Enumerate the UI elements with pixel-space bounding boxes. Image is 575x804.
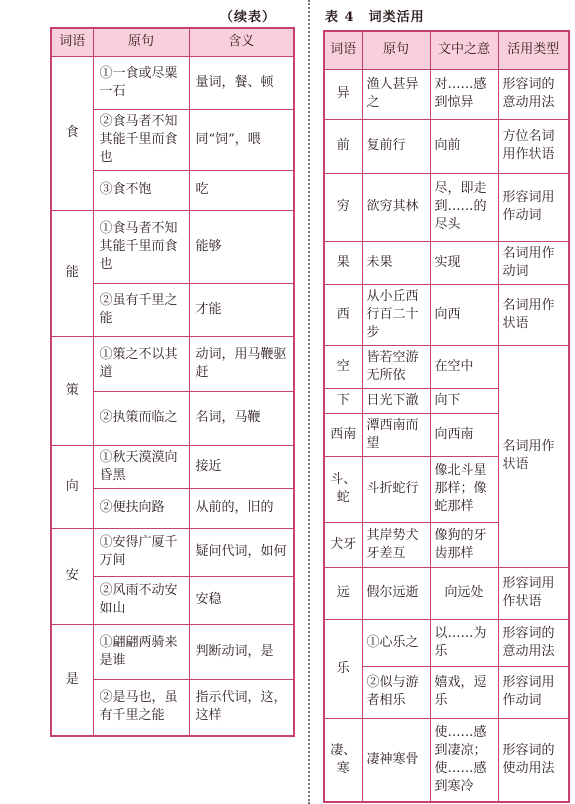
- meaning-cell: 使……感到凄凉；使……感到寒冷: [430, 718, 498, 802]
- sentence-cell: ②是马也，虽有千里之能: [93, 679, 189, 736]
- meaning-cell: 吃: [189, 170, 294, 210]
- sentence-cell: 渔人甚异之: [362, 69, 430, 119]
- meaning-cell: 向前: [430, 119, 498, 173]
- sentence-cell: ①翩翩两骑来是谁: [93, 624, 189, 679]
- usage-type-cell: 形容词的使动用法: [498, 718, 569, 802]
- word-cell: 是: [51, 624, 93, 736]
- meaning-cell: 嬉戏，逗乐: [430, 666, 498, 718]
- usage-type-cell: 名词用作状语: [498, 284, 569, 345]
- sentence-cell: 未果: [362, 241, 430, 284]
- word-cell: 空: [324, 345, 362, 388]
- header-usage-type: 活用类型: [498, 31, 569, 69]
- usage-type-cell: 方位名词用作状语: [498, 119, 569, 173]
- header-meaning: 文中之意: [430, 31, 498, 69]
- meaning-cell: 能够: [189, 210, 294, 283]
- word-meaning-table: [50, 27, 295, 737]
- sentence-cell: ②虽有千里之能: [93, 283, 189, 336]
- meaning-cell: 向下: [430, 388, 498, 413]
- sentence-cell: ②似与游者相乐: [362, 666, 430, 718]
- header-word: 词语: [324, 31, 362, 69]
- sentence-cell: 其岸势犬牙差互: [362, 522, 430, 567]
- meaning-cell: 尽，即走到……的尽头: [430, 173, 498, 241]
- sentence-cell: 日光下澈: [362, 388, 430, 413]
- continued-label: （续表）: [220, 10, 277, 25]
- word-cell: 前: [324, 119, 362, 173]
- sentence-cell: 凄神寒骨: [362, 718, 430, 802]
- meaning-cell: 以……为乐: [430, 619, 498, 666]
- usage-type-cell: 形容词用作动词: [498, 666, 569, 718]
- meaning-cell: 对……感到惊异: [430, 69, 498, 119]
- usage-type-cell: 形容词用作动词: [498, 173, 569, 241]
- sentence-cell: 欲穷其林: [362, 173, 430, 241]
- meaning-cell: 量词，餐、顿: [189, 56, 294, 109]
- usage-type-cell: 名词用作状语: [498, 345, 569, 567]
- column-divider: [308, 0, 310, 804]
- word-cell: 食: [51, 56, 93, 210]
- sentence-cell: ②食马者不知其能千里而食也: [93, 109, 189, 170]
- meaning-cell: 接近: [189, 445, 294, 488]
- word-cell: 下: [324, 388, 362, 413]
- meaning-cell: 在空中: [430, 345, 498, 388]
- usage-type-cell: 形容词的意动用法: [498, 69, 569, 119]
- sentence-cell: 假尔远逝: [362, 567, 430, 619]
- sentence-cell: ①秋天漠漠向昏黑: [93, 445, 189, 488]
- header-sentence: 原句: [93, 28, 189, 56]
- header-meaning: 含义: [189, 28, 294, 56]
- word-cell: 果: [324, 241, 362, 284]
- word-cell: 凄、寒: [324, 718, 362, 802]
- word-cell: 犬牙: [324, 522, 362, 567]
- sentence-cell: ①策之不以其道: [93, 336, 189, 391]
- meaning-cell: 向西: [430, 284, 498, 345]
- meaning-cell: 实现: [430, 241, 498, 284]
- meaning-cell: 同“饲”，喂: [189, 109, 294, 170]
- word-cell: 西南: [324, 413, 362, 456]
- usage-type-cell: 名词用作动词: [498, 241, 569, 284]
- usage-type-cell: 形容词的意动用法: [498, 619, 569, 666]
- word-cell: 能: [51, 210, 93, 336]
- header-sentence: 原句: [362, 31, 430, 69]
- sentence-cell: ①心乐之: [362, 619, 430, 666]
- sentence-cell: 潭西南而望: [362, 413, 430, 456]
- sentence-cell: 从小丘西行百二十步: [362, 284, 430, 345]
- meaning-cell: 疑问代词，如何: [189, 528, 294, 576]
- word-cell: 远: [324, 567, 362, 619]
- sentence-cell: ③食不饱: [93, 170, 189, 210]
- header-word: 词语: [51, 28, 93, 56]
- word-cell: 安: [51, 528, 93, 624]
- word-cell: 向: [51, 445, 93, 528]
- sentence-cell: ②执策而临之: [93, 391, 189, 445]
- meaning-cell: 才能: [189, 283, 294, 336]
- table-title: 表 4 词类活用: [325, 10, 425, 25]
- meaning-cell: 向远处: [430, 567, 498, 619]
- meaning-cell: 向西南: [430, 413, 498, 456]
- sentence-cell: ①一食或尽粟一石: [93, 56, 189, 109]
- sentence-cell: ①食马者不知其能千里而食也: [93, 210, 189, 283]
- word-cell: 斗、蛇: [324, 456, 362, 522]
- word-cell: 策: [51, 336, 93, 445]
- usage-type-cell: 形容词用作状语: [498, 567, 569, 619]
- meaning-cell: 动词，用马鞭驱赶: [189, 336, 294, 391]
- sentence-cell: ①安得广厦千万间: [93, 528, 189, 576]
- word-class-conversion-table: [323, 30, 570, 803]
- meaning-cell: 从前的，旧的: [189, 488, 294, 528]
- meaning-cell: 判断动词，是: [189, 624, 294, 679]
- meaning-cell: 安稳: [189, 576, 294, 624]
- sentence-cell: 复前行: [362, 119, 430, 173]
- word-cell: 穷: [324, 173, 362, 241]
- sentence-cell: ②风雨不动安如山: [93, 576, 189, 624]
- word-cell: 异: [324, 69, 362, 119]
- sentence-cell: 斗折蛇行: [362, 456, 430, 522]
- word-cell: 乐: [324, 619, 362, 718]
- meaning-cell: 指示代词，这，这样: [189, 679, 294, 736]
- sentence-cell: 皆若空游无所依: [362, 345, 430, 388]
- sentence-cell: ②便扶向路: [93, 488, 189, 528]
- meaning-cell: 像北斗星那样；像蛇那样: [430, 456, 498, 522]
- meaning-cell: 像狗的牙齿那样: [430, 522, 498, 567]
- meaning-cell: 名词，马鞭: [189, 391, 294, 445]
- word-cell: 西: [324, 284, 362, 345]
